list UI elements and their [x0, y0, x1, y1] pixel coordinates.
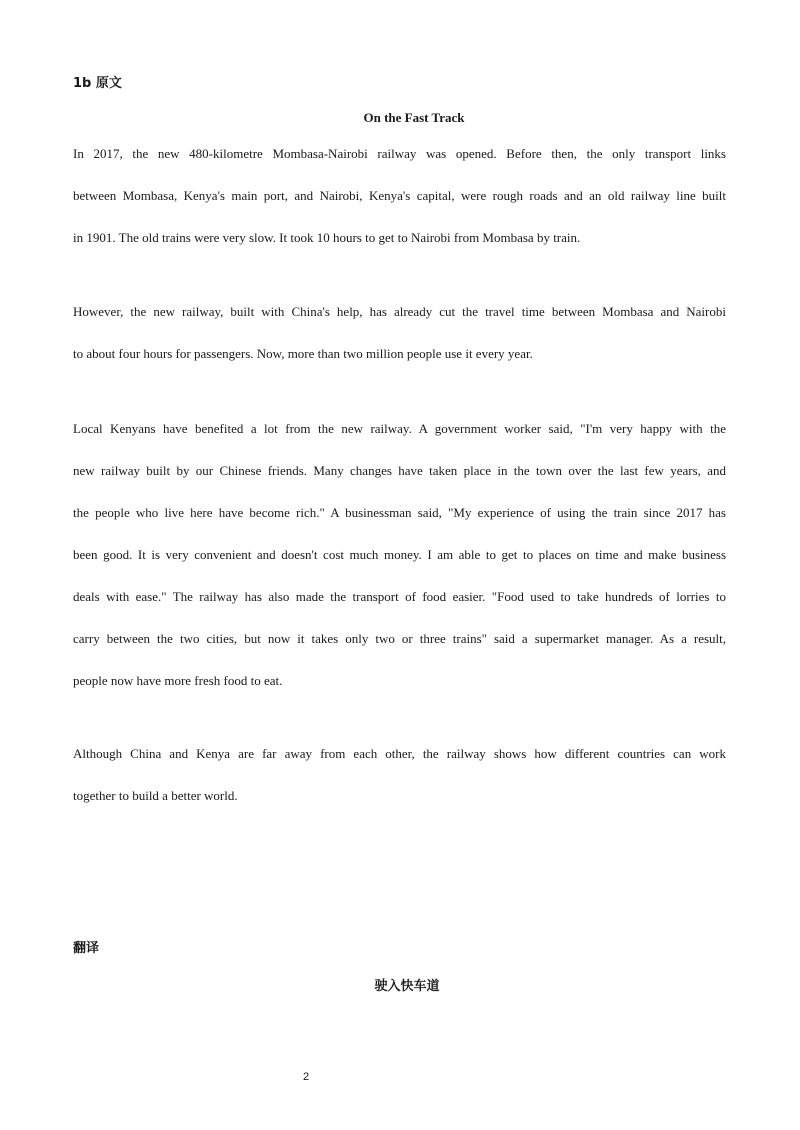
chinese-title: 驶入快车道 [374, 979, 440, 994]
paragraph-line: In 2017, the new 480-kilometre Mombasa-Nairobi railway was opened. Before then, the only transport links [73, 146, 726, 161]
paragraph-line: together to build a better world. [73, 788, 238, 803]
paragraph-line: Local Kenyans have benefited a lot from the new railway. A government worker said, "I'm very happy with the [73, 421, 726, 436]
paragraph-3 [73, 408, 726, 702]
paragraph-line: to about four hours for passengers. Now, more than two million people use it every year. [73, 346, 533, 361]
paragraph-line: between Mombasa, Kenya's main port, and Nairobi, Kenya's capital, were rough roads and an old railway line built [73, 188, 726, 203]
translation-section-label: 翻译 [73, 941, 100, 956]
paragraph-4 [73, 733, 726, 817]
paragraph-line: Although China and Kenya are far away from each other, the railway shows how different countries can work [73, 746, 726, 761]
original-section-label: 1b 原文 [73, 76, 122, 91]
paragraph-1 [73, 133, 726, 259]
paragraph-line: However, the new railway, built with China's help, has already cut the travel time between Mombasa and Nairobi [73, 304, 726, 319]
paragraph-line: carry between the two cities, but now it takes only two or three trains" said a supermarket manager. As a result, [73, 631, 726, 646]
paragraph-line: in 1901. The old trains were very slow. It took 10 hours to get to Nairobi from Mombasa by train. [73, 230, 581, 245]
paragraph-line: been good. It is very convenient and doesn't cost much money. I am able to get to places on time and make business [73, 547, 726, 562]
paragraph-line: new railway built by our Chinese friends. Many changes have taken place in the town over the last few years, and [73, 463, 726, 478]
paragraph-line: deals with ease." The railway has also made the transport of food easier. "Food used to take hundreds of lorries to [73, 589, 726, 604]
page-number: 2 [302, 1071, 310, 1083]
paragraph-2 [73, 291, 726, 375]
paragraph-line: the people who live here have become rich." A businessman said, "My experience of using the train since 2017 has [73, 505, 726, 520]
paragraph-line: people now have more fresh food to eat. [73, 673, 283, 688]
english-title: On the Fast Track [363, 110, 465, 125]
